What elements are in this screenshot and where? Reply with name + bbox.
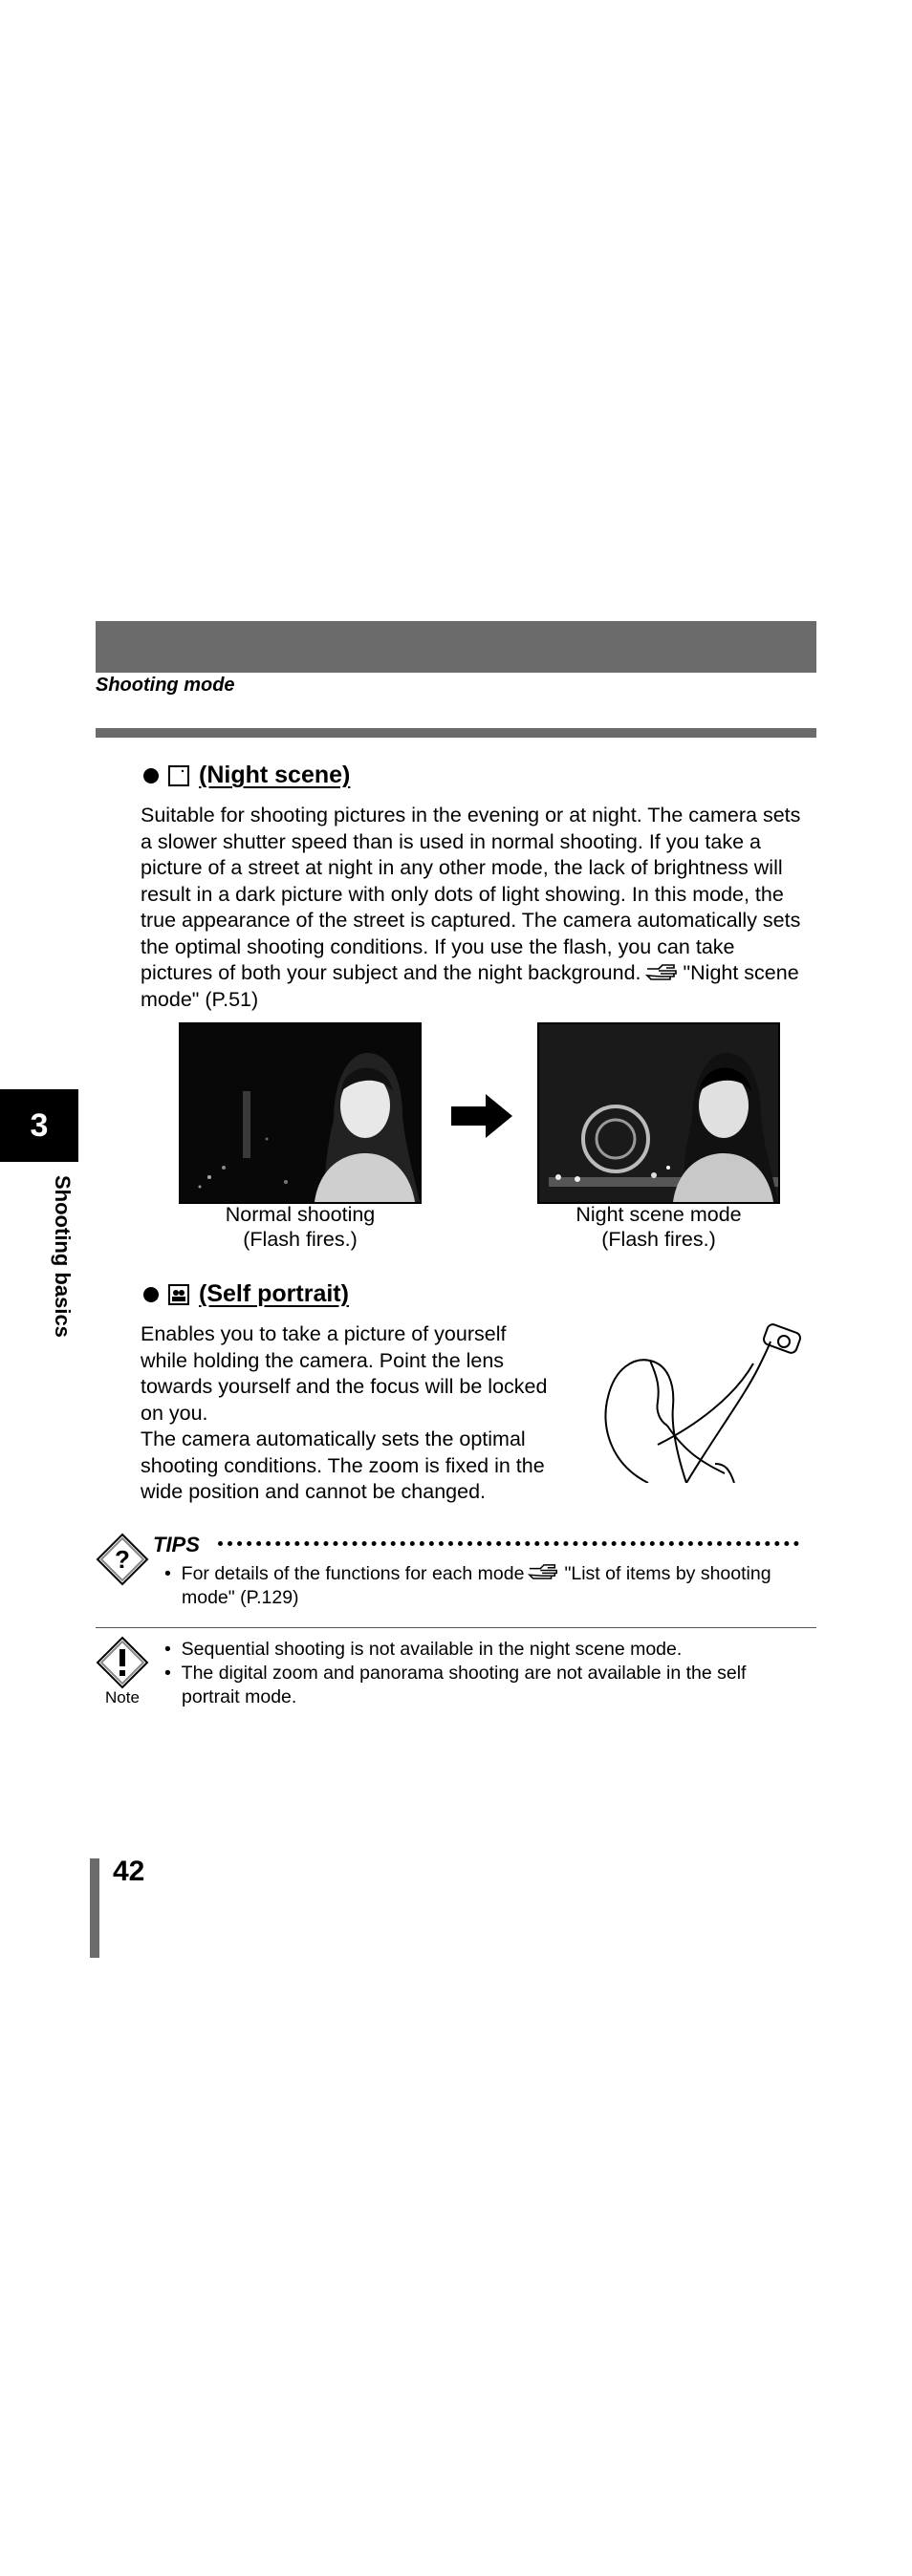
page-number-bar [90,1858,99,1958]
chapter-tab: 3 [0,1089,78,1162]
list-item: • For details of the functions for each mode "List of items by shooting [164,1562,824,1586]
text-line: true appearance of the street is captured. The camera automatically sets [141,909,801,932]
normal-shooting-caption [179,1202,422,1252]
section-label: Shooting mode [96,675,235,696]
text-line: picture of a street at night in any other mode, the lack of brightness will [141,856,783,879]
text-line: the optimal shooting conditions. If you use the flash, you can take [141,934,735,958]
bullet-icon [143,768,159,784]
header-rule [96,728,816,738]
tips-text: For details of the functions for each mode [181,1563,525,1584]
text-line: mode" (P.51) [141,988,259,1012]
night-scene-title: (Night scene) [199,762,351,788]
text-line: towards yourself and the focus will be locked [141,1375,548,1398]
night-scene-body [141,803,829,1014]
note-text: The digital zoom and panorama shooting are not available in the self [181,1663,747,1684]
caption-line: (Flash fires.) [601,1228,716,1251]
text-line: on you. [141,1401,208,1425]
list-item: • The digital zoom and panorama shooting are not available in the self [164,1663,747,1684]
bullet-icon [143,1287,159,1302]
night-scene-heading [143,762,350,789]
chapter-title: Shooting basics [51,1175,75,1338]
note-text: Sequential shooting is not available in the night scene mode. [181,1639,683,1660]
text-line: result in a dark picture with only dots of light showing. In this mode, the [141,882,784,906]
tips-title: TIPS [153,1533,200,1556]
caption-line: Night scene mode [575,1203,742,1226]
night-scene-photo [537,1022,780,1204]
self-portrait-heading [143,1280,349,1308]
text-line: Enables you to take a picture of yourself [141,1322,507,1345]
text-line: a slower shutter speed than is used in normal shooting. If you take a [141,829,761,853]
text-line: shooting conditions. The zoom is fixed in the [141,1453,545,1477]
tips-reference: "List of items by shooting [564,1563,771,1584]
list-item-continuation: portrait mode. [182,1686,297,1707]
text-line: while holding the camera. Point the lens [141,1348,505,1372]
tips-dotted-rule [218,1541,799,1546]
normal-shooting-photo [179,1022,422,1204]
self-portrait-icon [168,1284,189,1305]
reference-text: "Night scene [683,961,799,984]
text-line: The camera automatically sets the optimal [141,1428,526,1450]
page-number: 42 [113,1856,145,1887]
svg-text:?: ? [115,1545,130,1574]
note-label: Note [105,1688,140,1707]
reference-hand-icon [645,961,680,988]
night-scene-caption [537,1202,780,1252]
arrow-right-icon [451,1094,512,1143]
list-item: • Sequential shooting is not available in the night scene mode. [164,1639,683,1660]
caption-line: (Flash fires.) [243,1228,358,1251]
caption-line: Normal shooting [225,1203,376,1226]
divider [96,1627,816,1628]
reference-hand-icon [528,1562,560,1586]
night-scene-icon [168,765,189,786]
tips-icon [96,1533,149,1591]
note-list [164,1638,824,1709]
text-span: pictures of both your subject and the night background. [141,961,641,984]
tips-list [164,1562,824,1610]
self-portrait-illustration [591,1320,820,1488]
list-item-continuation: mode" (P.129) [182,1587,299,1609]
self-portrait-body [141,1321,580,1506]
text-line [141,960,829,987]
self-portrait-title: (Self portrait) [199,1280,349,1307]
text-line: Suitable for shooting pictures in the evening or at night. The camera sets [141,804,801,826]
text-line: wide position and cannot be changed. [141,1480,486,1503]
header-bar [96,621,816,673]
